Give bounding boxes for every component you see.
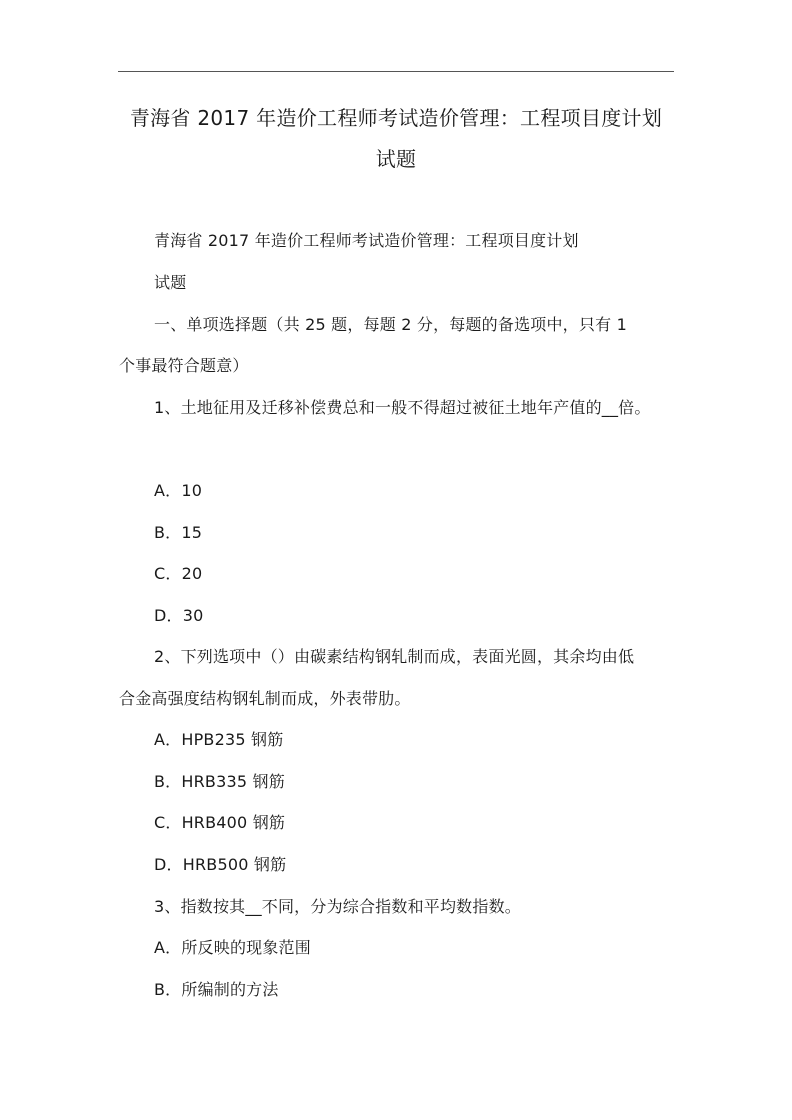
document-title-line-1: 青海省 2017 年造价工程师考试造价管理：工程项目度计划 xyxy=(129,106,663,130)
question-2-stem-line-2: 合金高强度结构钢轧制而成，外表带肋。 xyxy=(119,689,411,708)
question-1-option-a: A．10 xyxy=(154,481,203,500)
question-1-option-d: D．30 xyxy=(154,606,204,625)
question-2-option-c: C．HRB400 钢筋 xyxy=(154,813,286,832)
header-rule xyxy=(118,71,674,72)
section-heading-line-2: 个事最符合题意） xyxy=(119,356,249,375)
question-1-option-b: B．15 xyxy=(154,523,203,542)
question-1-option-c: C．20 xyxy=(154,564,203,583)
question-2-option-a: A．HPB235 钢筋 xyxy=(154,730,284,749)
question-2-option-d: D．HRB500 钢筋 xyxy=(154,855,287,874)
question-3-option-b: B．所编制的方法 xyxy=(154,980,279,999)
document-title-line-2: 试题 xyxy=(375,147,417,171)
subtitle-line-1: 青海省 2017 年造价工程师考试造价管理：工程项目度计划 xyxy=(154,231,579,250)
question-3-option-a: A．所反映的现象范围 xyxy=(154,938,311,957)
question-3-stem: 3、指数按其__不同，分为综合指数和平均数指数。 xyxy=(154,897,521,916)
question-1-stem: 1、土地征用及迁移补偿费总和一般不得超过被征土地年产值的__倍。 xyxy=(154,398,651,417)
subtitle-line-2: 试题 xyxy=(154,273,187,292)
question-2-stem-line-1: 2、下列选项中（）由碳素结构钢轧制而成，表面光圆，其余均由低 xyxy=(154,647,635,666)
section-heading-line-1: 一、单项选择题（共 25 题，每题 2 分，每题的备选项中，只有 1 xyxy=(154,315,627,334)
question-2-option-b: B．HRB335 钢筋 xyxy=(154,772,285,791)
